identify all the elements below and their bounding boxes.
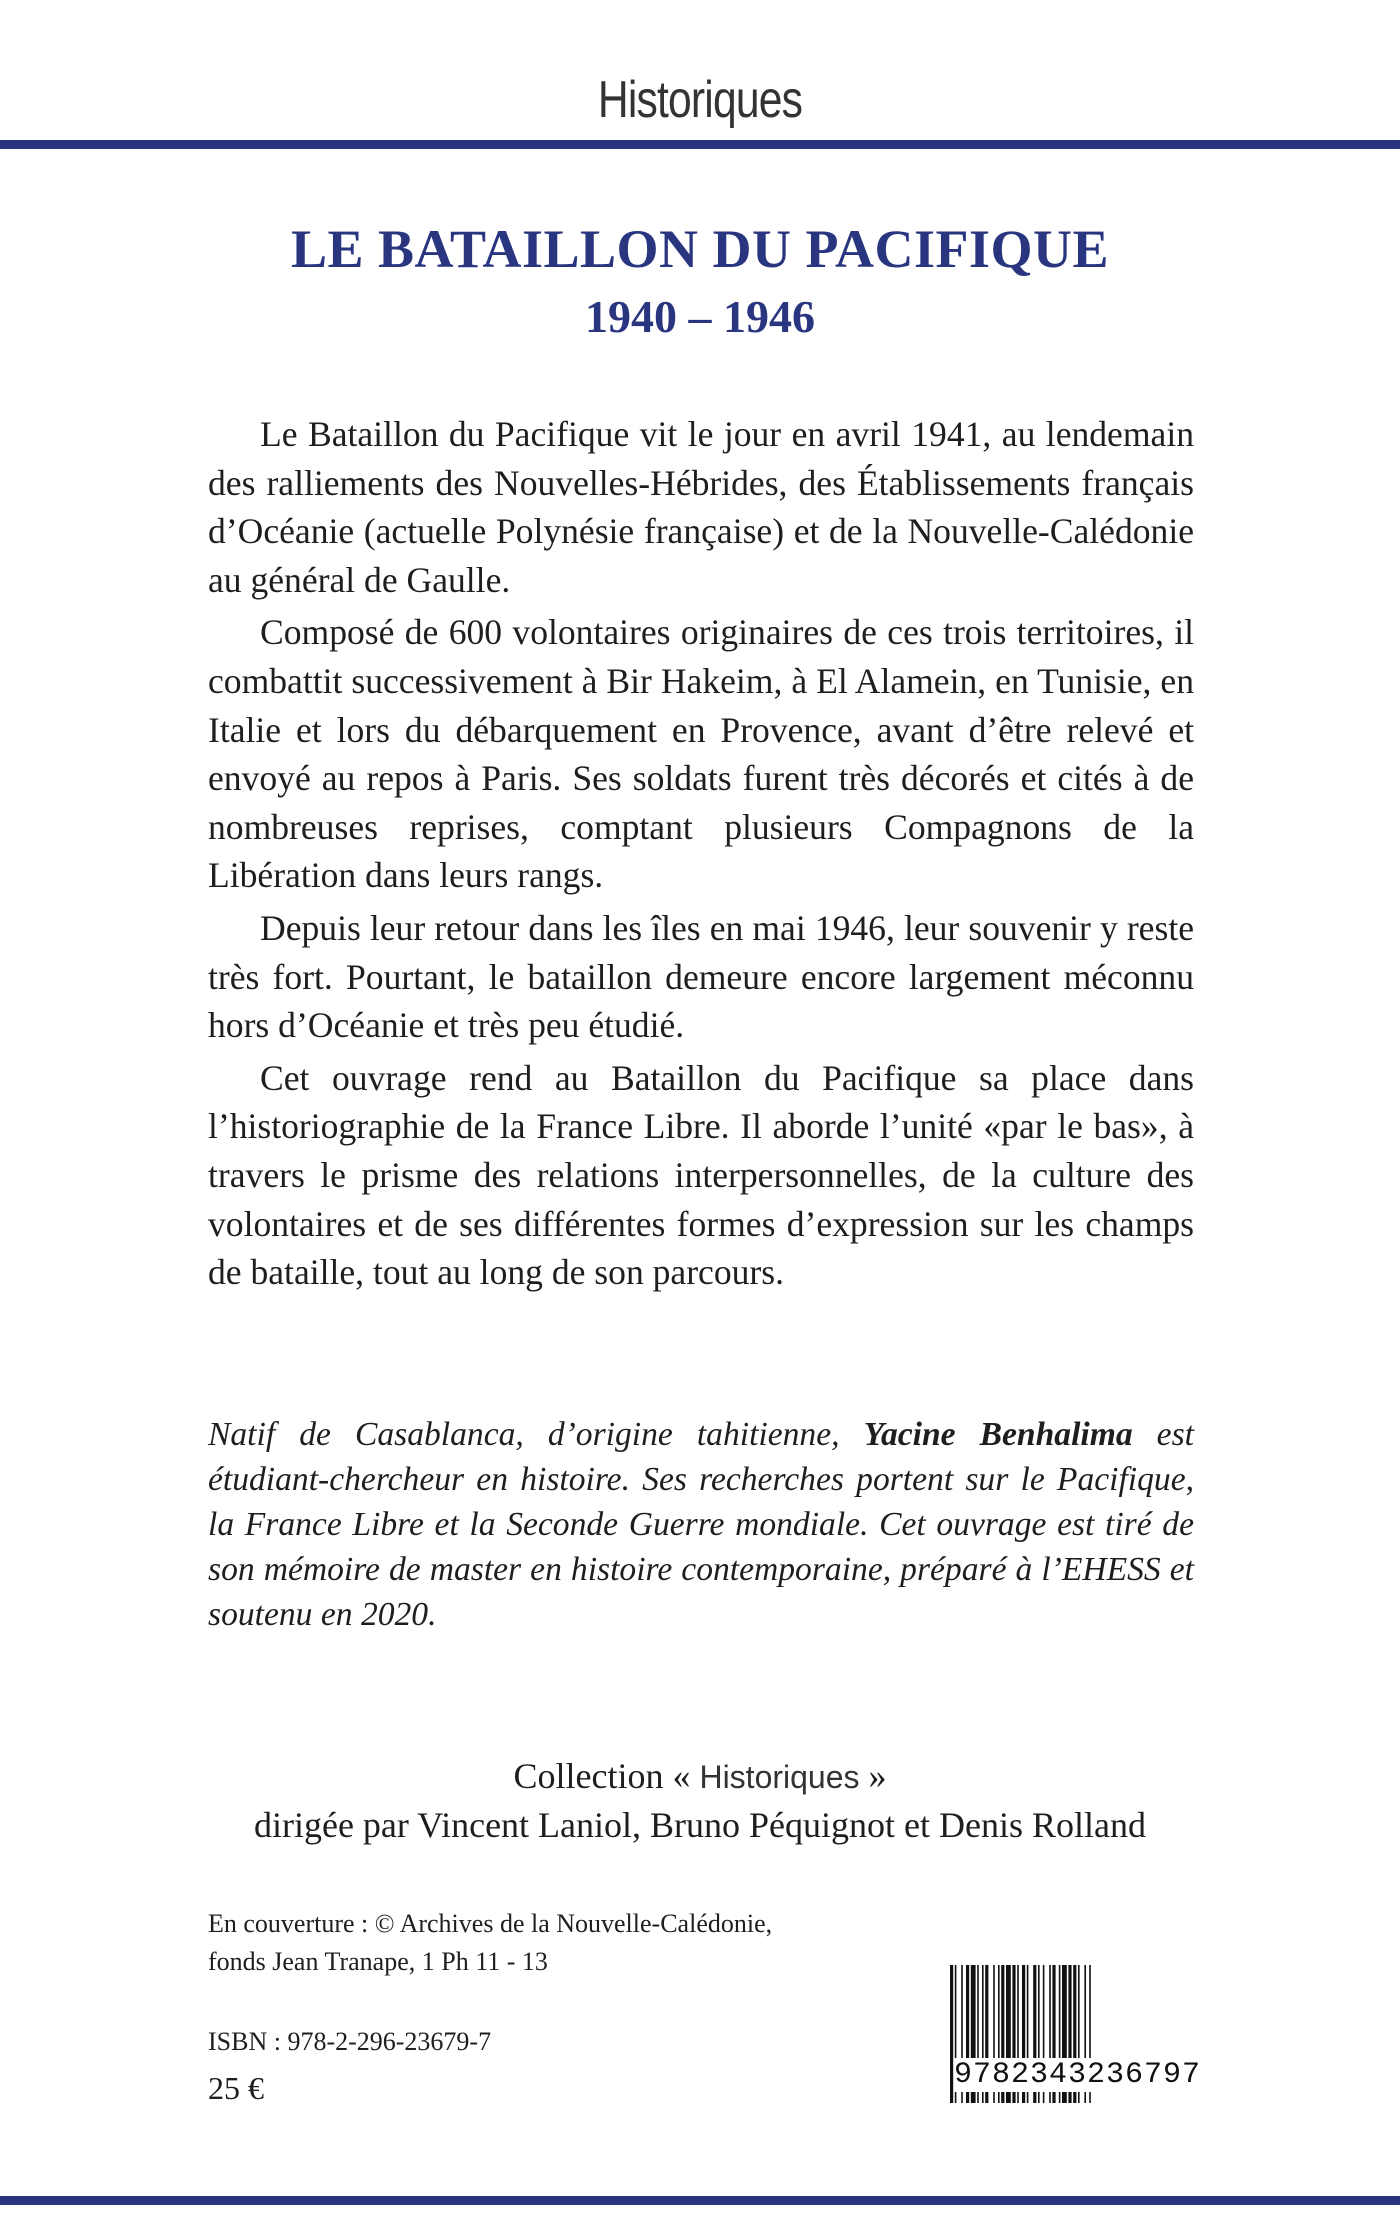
author-bio [208, 1412, 1194, 1637]
summary-paragraph: Composé de 600 volontaires originaires de ces trois territoires, il combattit successivement à Bir Hakeim, à El Alamein, en Tunisie, en Italie et lors du débarquement en Provence, avant d’être relevé et envoyé au repos à Paris. Ses soldats furent très décorés et cités à de nombreuses reprises, comptant plusieurs Compagnons de la Libération dans leurs rangs. [208, 612, 1194, 896]
barcode-digits: 9782343236797 [954, 2058, 1202, 2092]
collection-directors: dirigée par Vincent Laniol, Bruno Péquignot et Denis Rolland [253, 1805, 1146, 1845]
collection-info [0, 1752, 1400, 1849]
summary-paragraph: Cet ouvrage rend au Bataillon du Pacifique sa place dans l’historiographie de la France Libre. Il aborde l’unité «par le bas», à travers le prisme des relations interpersonnelles, de la culture des volontaires et de ses différentes formes d’expression sur les champs de bataille, tout au long de son parcours. [208, 1057, 1194, 1293]
book-dates: 1940 – 1946 [585, 291, 815, 342]
barcode-bar [950, 1965, 953, 2103]
collection-prefix: Collection « [513, 1756, 691, 1796]
collection-suffix: » [868, 1756, 887, 1796]
bio-text-end: est étudiant-chercheur en histoire. Ses recherches portent sur le Pacifique, la France Libre et la Seconde Guerre mondiale. Cet ouvrage est tiré de son mémoire de master en histoire contemporaine, préparé à l’EHESS et soutenu en 2020. [208, 1416, 1194, 1633]
summary [208, 410, 1194, 1301]
book-title: LE BATAILLON DU PACIFIQUE [290, 219, 1110, 279]
cover-credit-line: En couverture : © Archives de la Nouvelle-Calédonie, [208, 1909, 773, 1938]
top-rule [0, 140, 1400, 149]
price: 25 € [208, 2070, 264, 2106]
collection-name: Historiques [699, 1759, 860, 1795]
summary-paragraph: Le Bataillon du Pacifique vit le jour en avril 1941, au lendemain des ralliements des Nouvelles-Hébrides, des Établissements français d’Océanie (actuelle Polynésie française) et de la Nouvelle-Calédonie au général de Gaulle. [208, 414, 1194, 600]
collection-line [0, 1752, 1400, 1801]
series-logo: Historiques [597, 71, 803, 129]
bio-text-start: Natif de Casablanca, d’origine tahitienne, [208, 1416, 864, 1453]
summary-paragraph: Depuis leur retour dans les îles en mai 1946, leur souvenir y reste très fort. Pourtant, le bataillon demeure encore largement méconnu hors d’Océanie et très peu étudié. [208, 907, 1194, 1046]
isbn: ISBN : 978-2-296-23679-7 [208, 2027, 492, 2056]
cover-credit-line: fonds Jean Tranape, 1 Ph 11 - 13 [208, 1947, 548, 1976]
bottom-rule [0, 2196, 1400, 2205]
cover-credit [208, 1905, 772, 1981]
author-name: Yacine Benhalima [863, 1416, 1133, 1453]
